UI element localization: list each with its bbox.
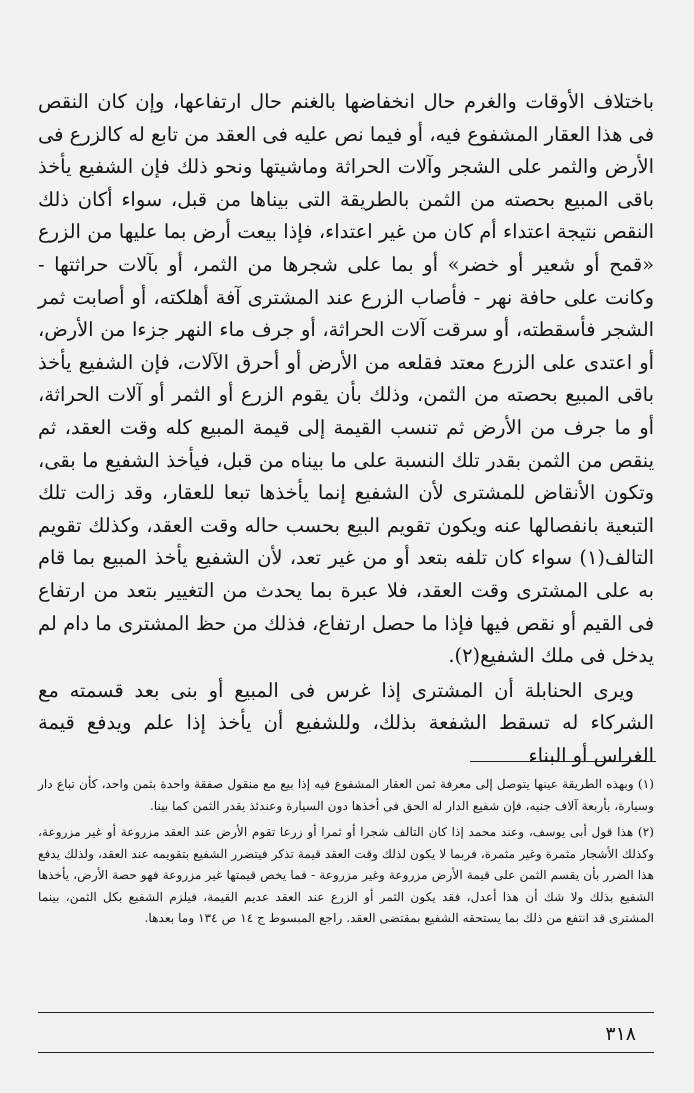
main-text bbox=[38, 86, 654, 772]
footer-rule-top bbox=[38, 1012, 654, 1013]
paragraph-1: باختلاف الأوقات والغرم حال انخفاضها بالغنم حال ارتفاعها، وإن كان النقص فى هذا العقار المشفوع فيه، أو فيما نص عليه فى العقد من تابع له كالزرع فى الأرض والثمر على الشجر وآلات الحراثة وماشيتها ونحو ذلك فإن الشفيع يأخذ باقى المبيع بحصته من الثمن بالطريقة التى بيناها من قبل، سواء أكان ذلك النقص نتيجة اعتداء أم كان من غير اعتداء، فإذا بيعت أرض بما عليها من الزرع «قمح أو شعير أو خضر» أو بما على شجرها من الثمر، أو بآلات حراثتها - وكانت على حافة نهر - فأصاب الزرع عند المشترى آفة أهلكته، أو أصابت ثمر الشجر فأسقطته، أو سرقت آلات الحراثة، أو جرف ماء النهر جزءا من الأرض، أو اعتدى على الزرع معتد فقلعه من الأرض أو أحرق الآلات، فإن الشفيع يأخذ باقى المبيع بحصته من الثمن، وذلك بأن يقوم الزرع أو الثمر أو آلات الحراثة، أو ما جرف من الأرض ثم تنسب القيمة إلى قيمة المبيع كله وقت العقد، ثم ينقص من الثمن بقدر تلك النسبة على ما بيناه من قبل، فيأخذ الشفيع ما بقى، وتكون الأنقاض للمشترى لأن الشفيع إنما يأخذها تبعا للعقار، وقد زالت تلك التبعية بانفصالها عنه ويكون تقويم البيع بحسب حاله وقت العقد، وكذلك تقويم التالف(١) سواء كان تلفه بتعد أو من غير تعد، لأن الشفيع يأخذ المبيع بما قام به على المشترى وقت العقد، فلا عبرة بما يحدث من التغيير بتعد من ارتفاع فى القيم أو نقص فيها فإذا ما حصل ارتفاع، فذلك من حظ المشترى ما دام لم يدخل فى ملك الشفيع(٢). bbox=[38, 90, 654, 668]
paragraph-2: ويرى الحنابلة أن المشترى إذا غرس فى المبيع أو بنى بعد قسمته مع الشركاء له تسقط الشفعة بذلك، وللشفيع أن يأخذ إذا علم ويدفع قيمة الغراس أو البناء bbox=[38, 678, 654, 767]
footnote-2: (٢) هذا قول أبى يوسف، وعند محمد إذا كان التالف شجرا أو ثمرا أو زرعا تقوم الأرض عند العقد مزروعة أو غير مزروعة، وكذلك الأشجار مثمرة وغير مثمرة، فربما لا يكون لذلك وقت العقد قيمة تذكر فيتضرر الشفيع بتقويمه عند العقد، ولذلك يدفع هذا الضرر بأن يقسم الثمن على قيمة الأرض مزروعة وغير مزروعة - فما يخص قيمتها غير مزروعة فهو حصة الأرض، يأخذها الشفيع بذلك ولا شك أن هذا أعدل، فقد يكون الثمر أو الزرع عند العقد عديم القيمة، فيلزم الشفيع بكل الثمن، بينما المشترى قد انتفع من ذلك بما يستحقه الشفيع بمقتضى العقد. راجع المبسوط ج ١٤ ص ١٣٤ وما بعدها. bbox=[38, 825, 654, 925]
footnote-separator bbox=[470, 761, 656, 762]
footer-rule-bottom bbox=[38, 1052, 654, 1053]
footnotes bbox=[38, 774, 654, 930]
page-number: ٣١٨ bbox=[605, 1023, 636, 1045]
footnote-1: (١) وبهذه الطريقة عينها يتوصل إلى معرفة ثمن العقار المشفوع فيه إذا بيع مع منقول صفقة واحدة بثمن واحد، كأن تباع دار وسيارة، بأربعة آلاف جنيه، فإن شفيع الدار له الحق فى أخذها دون السيارة وعندئذ يقدر الثمن كما بينا. bbox=[38, 777, 654, 813]
